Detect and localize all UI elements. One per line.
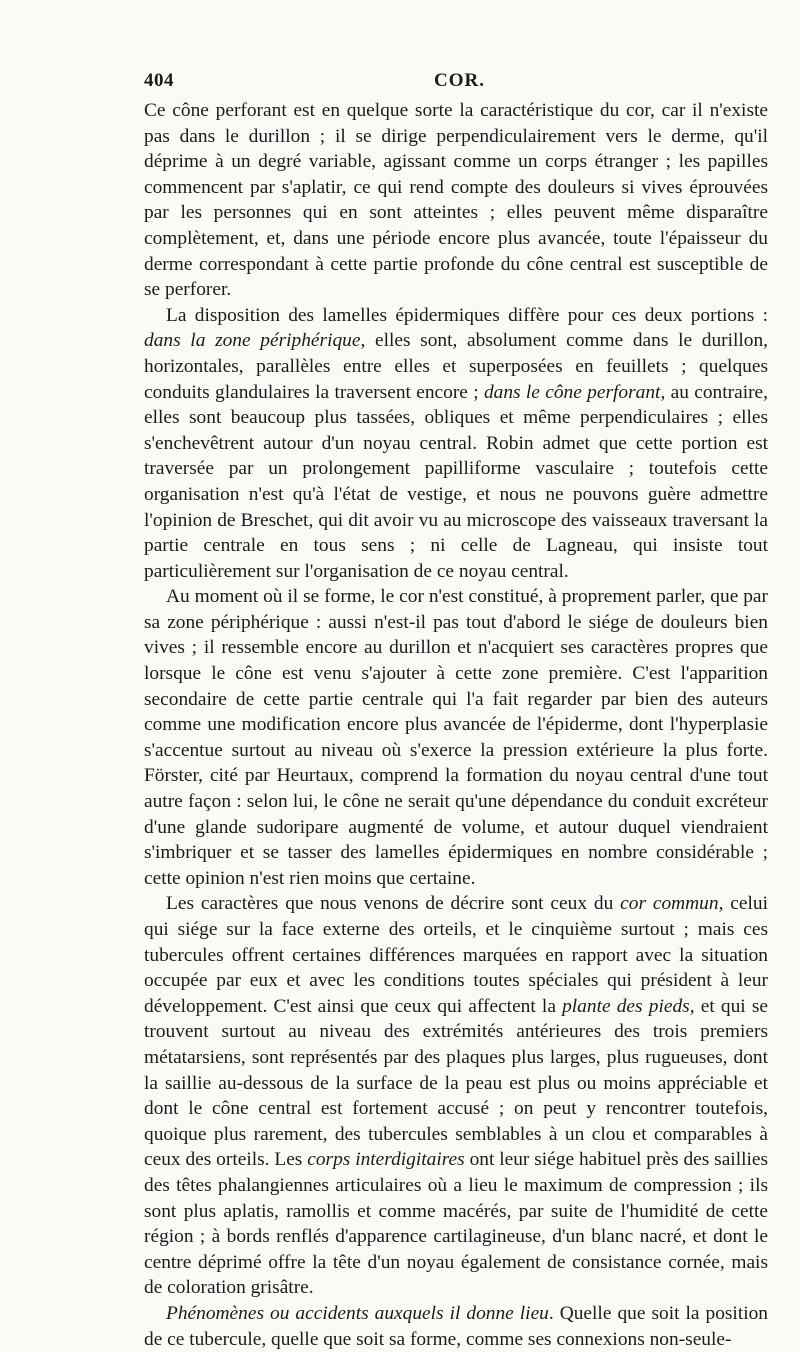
- italic-run: Phénomènes ou accidents auxquels il donne lieu: [166, 1302, 549, 1324]
- italic-run: cor commun: [620, 893, 719, 915]
- italic-run: corps interdigitaires: [307, 1149, 465, 1171]
- body-text: [144, 98, 768, 1352]
- paragraph: [144, 1301, 768, 1352]
- page-number: 404: [144, 70, 174, 91]
- text-run: , celui qui siége sur la face externe des orteils, et le cinquième surtout ; mais ces tubercules offrent certaines différences marquées en rapport avec la situation occupée par eux et avec les conditions toutes spéciales qui président à leur développement. C'est ainsi que ceux qui affectent la: [144, 893, 768, 1017]
- text-run: Les caractères que nous venons de décrire sont ceux du: [166, 893, 621, 915]
- text-run: , elles sont, absolument comme dans le durillon, horizontales, parallèles entre elles et superposées en feuillets ; quelques conduits glandulaires la traversent encore ;: [144, 330, 768, 403]
- paragraph: [144, 891, 768, 1301]
- italic-run: plante des pieds: [562, 995, 690, 1017]
- paragraph: [144, 98, 768, 303]
- paragraph: [144, 303, 768, 585]
- text-run: Au moment où il se forme, le cor n'est constitué, à proprement parler, que par sa zone périphérique : aussi n'est-il pas tout d'abord le siége de douleurs bien vives ; il ressemble encore au durillon et n'acquiert ses caractères propres que lorsque le cône est venu s'ajouter à cette zone première. C'est l'apparition secondaire de cette partie centrale qui l'a fait regarder par bien des auteurs comme une modification encore plus avancée de l'épiderme, dont l'hyperplasie s'accentue surtout au niveau où s'exerce la pression extérieure la plus forte. Förster, cité par Heurtaux, comprend la formation du noyau central d'une tout autre façon : selon lui, le cône ne serait qu'une dépendance du conduit excréteur d'une glande sudoripare augmenté de volume, et autour duquel viendraient s'imbriquer et se tasser des lamelles épidermiques en nombre considérable ; cette opinion n'est rien moins que certaine.: [144, 586, 768, 889]
- page-header: [144, 70, 768, 98]
- text-run: , et qui se trouvent surtout au niveau des extrémités antérieures des trois premiers métatarsiens, sont représentés par des plaques plus larges, plus rugueuses, dont la saillie au-dessous de la surface de la peau est plus ou moins appréciable et dont le cône central est fortement accusé ; on peut y rencontrer toutefois, quoique plus rarement, des tubercules semblables à un clou et comparables à ceux des orteils. Les: [144, 995, 768, 1171]
- text-run: La disposition des lamelles épidermiques diffère pour ces deux portions :: [166, 304, 768, 326]
- italic-run: dans le cône perforant: [483, 381, 661, 403]
- text-run: Ce cône perforant est en quelque sorte la caractéristique du cor, car il n'existe pas dans le durillon ; il se dirige perpendiculairement vers le derme, qu'il déprime à un degré variable, agissant comme un corps étranger ; les papilles commencent par s'aplatir, ce qui rend compte des douleurs si vives éprouvées par les personnes qui en sont atteintes ; elles peuvent même disparaître complètement, et, dans une période encore plus avancée, toute l'épaisseur du derme correspondant à cette partie profonde du cône central est susceptible de se perforer.: [144, 100, 768, 301]
- italic-run: dans la zone périphérique: [144, 330, 361, 352]
- text-run: , au contraire, elles sont beaucoup plus tassées, obliques et même perpendiculaires ; elles s'enchevêtrent autour d'un noyau central. Robin admet que cette portion est traversée par un prolongement papilliforme vasculaire ; toutefois cette organisation n'est qu'à l'état de vestige, et nous ne pouvons guère admettre l'opinion de Breschet, qui dit avoir vu au microscope des vaisseaux traversant la partie centrale en tous sens ; ni celle de Lagneau, qui insiste tout particulièrement sur l'organisation de ce noyau central.: [144, 381, 768, 582]
- paragraph: [144, 584, 768, 891]
- text-run: . Quelle que soit la position de ce tubercule, quelle que soit sa forme, comme ses connexions non-seule-: [144, 1302, 768, 1350]
- text-run: ont leur siége habituel près des saillies des têtes phalangiennes articulaires où a lieu le maximum de compression ; ils sont plus aplatis, ramollis et comme macérés, par suite de l'humidité de cette région ; à bords renflés d'apparence cartilagineuse, d'un blanc nacré, et dont le centre déprimé offre la tête d'un noyau également de consistance cornée, mais de coloration grisâtre.: [144, 1149, 769, 1299]
- running-head: COR.: [434, 70, 485, 91]
